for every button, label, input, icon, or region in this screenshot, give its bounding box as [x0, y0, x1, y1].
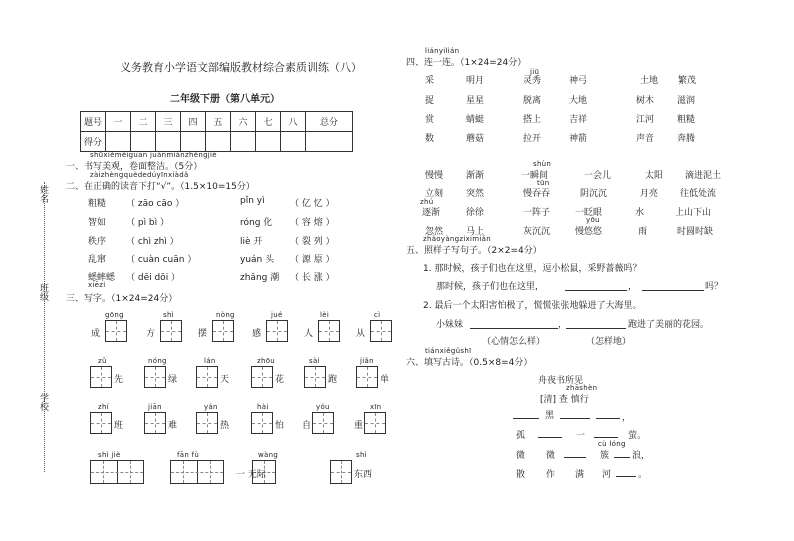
q5-answer-blank[interactable]: [642, 290, 704, 291]
q3-word: 绿: [168, 375, 178, 385]
q5-answer-blank[interactable]: [566, 328, 626, 329]
q5-sentence-1: 1. 那时候，孩子们也在这里，逗小松鼠，采野蔷薇吗？: [423, 264, 642, 274]
writing-grid[interactable]: [196, 412, 218, 434]
writing-grid[interactable]: [212, 320, 234, 342]
score-header: 八: [281, 112, 306, 132]
score-cell[interactable]: [106, 132, 131, 152]
score-cell[interactable]: [306, 132, 353, 152]
q5-label: 五、照样子写句子。（2×2=4分）: [406, 246, 542, 256]
q4-item[interactable]: 星星: [466, 96, 485, 106]
q3-pinyin: lán: [204, 357, 216, 365]
q4-item[interactable]: 徐徐: [466, 208, 485, 218]
poem-blank[interactable]: [594, 437, 618, 438]
q2-left-pinyin-extra: xiēzi: [88, 281, 106, 289]
q2-left-options[interactable]: （ pì bì ）: [126, 218, 170, 228]
q4-item[interactable]: 神箭: [569, 134, 588, 144]
q2-left-word: 乱窜: [88, 255, 107, 265]
q5-comma: ，: [628, 282, 638, 292]
q2-right-py: yuán 头: [240, 255, 275, 265]
q3-word: 怕: [275, 421, 285, 431]
q2-right-options[interactable]: （ 亿 忆 ）: [290, 199, 335, 209]
poem-blank[interactable]: [616, 476, 636, 477]
q2-right-options[interactable]: （ 长 涨 ）: [290, 273, 335, 283]
q5-hint-1: （心情怎么样）: [482, 337, 546, 347]
q3-word: 一 无际: [236, 470, 266, 480]
q4-item[interactable]: 阴沉沉: [580, 189, 608, 199]
q2-left-word: 智如: [88, 218, 107, 228]
q4-item[interactable]: 吉祥: [569, 115, 588, 125]
q3-pinyin: nòng: [216, 311, 235, 319]
q4-item[interactable]: 拉开: [523, 134, 542, 144]
writing-grid[interactable]: [370, 320, 392, 342]
writing-grid[interactable]: [144, 366, 166, 388]
q3-word: 热: [220, 421, 230, 431]
q4-item[interactable]: 江河: [636, 115, 655, 125]
q3-word: 人: [304, 329, 314, 339]
q3-word: 先: [114, 375, 124, 385]
q4-item[interactable]: 立刻: [425, 189, 444, 199]
q4-item[interactable]: 数: [425, 134, 435, 144]
score-header-row: [81, 112, 353, 132]
writing-grid[interactable]: [90, 412, 112, 434]
writing-grid[interactable]: [330, 460, 352, 484]
q2-left-options[interactable]: （ chì zhì ）: [126, 237, 179, 247]
poem-char: 微: [516, 451, 526, 461]
poem-char: 满: [575, 470, 585, 480]
q4-pinyin-sub: tūn: [537, 179, 550, 187]
q3-word: 花: [275, 375, 285, 385]
score-cell[interactable]: [231, 132, 256, 152]
q2-left-options[interactable]: （ dēi dōi ）: [126, 273, 181, 283]
q4-item[interactable]: 采: [425, 76, 435, 86]
q4-item[interactable]: 慢悠悠: [575, 227, 603, 237]
writing-grid[interactable]: [364, 412, 386, 434]
q5-sentence-2-prompt: 小妹妹: [436, 320, 464, 330]
score-table: [80, 111, 353, 152]
q4-item[interactable]: 逐渐: [422, 208, 441, 218]
q4-item[interactable]: 大地: [569, 96, 588, 106]
q4-item[interactable]: 滴进泥土: [685, 171, 722, 181]
q3-pinyin: fān fù: [177, 451, 200, 459]
q4-item[interactable]: 明月: [466, 76, 485, 86]
q4-item[interactable]: 一阵子: [523, 208, 551, 218]
writing-grid[interactable]: [318, 320, 340, 342]
writing-grid[interactable]: [90, 366, 112, 388]
q3-pinyin: shì: [163, 311, 174, 319]
score-row: [81, 132, 353, 152]
writing-grid[interactable]: [251, 366, 273, 388]
q1-pinyin: shūxiěměiguān juànmiànzhěngjié: [90, 151, 217, 159]
q3-pinyin: sài: [309, 357, 320, 365]
q3-word: 跑: [328, 375, 338, 385]
q5-hint-2: （怎样地）: [586, 337, 632, 347]
q2-right-options[interactable]: （ 源 原 ）: [290, 255, 335, 265]
q3-pinyin: yán: [204, 403, 218, 411]
q3-word: 单: [380, 375, 390, 385]
writing-grid[interactable]: [304, 366, 326, 388]
q4-item[interactable]: 一会儿: [584, 171, 612, 181]
q4-pinyin: liányilián: [425, 47, 460, 55]
q4-item[interactable]: 蜻蜓: [466, 115, 485, 125]
fold-line: [44, 182, 45, 472]
q3-pinyin: zhí: [98, 403, 109, 411]
score-cell[interactable]: [256, 132, 281, 152]
q2-right-py: liè 开: [240, 237, 263, 247]
q4-item[interactable]: 渐渐: [466, 171, 485, 181]
q3-pinyin: yóu: [316, 403, 330, 411]
score-header: 七: [256, 112, 281, 132]
poem-pinyin: cù lóng: [598, 440, 626, 448]
q3-pinyin: xīn: [370, 403, 382, 411]
q4-pinyin-sub: zhú: [420, 198, 434, 206]
q4-item[interactable]: 灰沉沉: [523, 227, 551, 237]
q4-item[interactable]: 声音: [636, 134, 655, 144]
score-header: 题号: [81, 112, 106, 132]
q4-item[interactable]: 蘑菇: [466, 134, 485, 144]
q4-item[interactable]: 一眨眼: [575, 208, 603, 218]
poem-blank[interactable]: [596, 418, 620, 419]
score-header: 二: [131, 112, 156, 132]
q3-word: 自: [302, 421, 312, 431]
q3-word: 班: [114, 421, 124, 431]
q3-word: 从: [356, 329, 366, 339]
q2-left-options[interactable]: （ zāo cāo ）: [126, 199, 185, 209]
q4-item[interactable]: 滋润: [677, 96, 696, 106]
q4-item[interactable]: 忽然: [425, 227, 444, 237]
q2-left-options[interactable]: （ cuàn cuān ）: [126, 255, 197, 265]
q5-answer-blank[interactable]: [565, 290, 627, 291]
side-label-name: 姓名: [38, 185, 48, 203]
q4-item[interactable]: 时圆时缺: [677, 227, 714, 237]
poem-char: 。: [638, 470, 648, 480]
q2-right-options[interactable]: （ 容 熔 ）: [290, 218, 335, 228]
writing-grid[interactable]: [356, 366, 378, 388]
q5-pinyin: zhàoyàngziximiǎn: [423, 235, 491, 243]
score-cell[interactable]: [181, 132, 206, 152]
writing-grid[interactable]: [312, 412, 334, 434]
q4-pinyin-sub: shùn: [533, 160, 552, 168]
q5-sentence-2-end: 跑进了美丽的花园。: [628, 320, 710, 330]
q4-item[interactable]: 脱离: [523, 96, 542, 106]
q2-left-word: 粗糙: [88, 199, 107, 209]
page-title: 义务教育小学语文部编版教材综合素质训练（八）: [120, 61, 362, 74]
score-header: 四: [181, 112, 206, 132]
q3-pinyin: wàng: [258, 451, 279, 459]
poem-char: 微: [546, 451, 556, 461]
q1-label: 一、书写美观，卷面整洁。（5分）: [66, 162, 203, 172]
q4-item[interactable]: 水: [635, 208, 645, 218]
q5-comma: ，: [558, 320, 568, 330]
q2-label: 二、在正确的读音下打“√”。（1.5×10=15分）: [66, 182, 255, 192]
score-row-label: 得分: [81, 132, 106, 152]
q3-word: 成: [91, 329, 101, 339]
q3-word: 难: [168, 421, 178, 431]
q4-item[interactable]: 树木: [636, 96, 655, 106]
q6-pinyin: tiánxiěgǔshī: [425, 347, 472, 355]
q4-item[interactable]: 月亮: [640, 189, 659, 199]
q4-item[interactable]: 马上: [466, 227, 485, 237]
q4-item[interactable]: 搭上: [523, 115, 542, 125]
poem-author: [清] 查 慎行: [540, 395, 589, 405]
q4-pinyin-sub: yōu: [586, 216, 600, 224]
poem-title: 舟夜书所见: [538, 376, 584, 386]
poem-char: 河: [602, 470, 612, 480]
q5-sentence-1-end: 吗？: [705, 282, 724, 292]
q3-pinyin: hài: [257, 403, 269, 411]
q4-pinyin-jiu: jiū: [530, 68, 540, 76]
q4-item[interactable]: 繁茂: [678, 76, 697, 86]
q2-right-options[interactable]: （ 裂 列 ）: [290, 237, 335, 247]
poem-char: 作: [546, 470, 556, 480]
score-cell[interactable]: [131, 132, 156, 152]
side-label-school: 学校: [38, 393, 48, 411]
page-subtitle: 二年级下册（第八单元）: [170, 94, 280, 105]
writing-grid[interactable]: [144, 412, 166, 434]
writing-grid[interactable]: [196, 366, 218, 388]
score-header: 五: [206, 112, 231, 132]
q3-word: 感: [252, 329, 262, 339]
poem-char: 一: [576, 431, 586, 441]
poem-blank[interactable]: [513, 418, 539, 419]
q5-answer-blank[interactable]: [470, 328, 558, 329]
q3-pinyin: lèi: [320, 311, 330, 319]
poem-char: 萤。: [628, 431, 647, 441]
q3-pinyin: shì: [356, 451, 367, 459]
score-cell[interactable]: [156, 132, 181, 152]
q3-word: 重: [354, 421, 364, 431]
score-header: 总分: [306, 112, 353, 132]
poem-char: 散: [516, 470, 526, 480]
q3-pinyin: jiǎn: [360, 357, 374, 365]
writing-grid[interactable]: [105, 320, 127, 342]
q4-item[interactable]: 一瞬间: [521, 171, 549, 181]
poem-char: 簇: [600, 451, 610, 461]
q5-sentence-2: 2. 最后一个太阳害怕极了，慌慌张张地躲进了大海里。: [423, 301, 642, 311]
q6-label: 六、填写古诗。（0.5×8=4分）: [406, 358, 533, 368]
q4-item[interactable]: 灵秀: [523, 76, 542, 86]
poem-char: 黑: [545, 411, 555, 421]
q2-right-py: zhǎng 潮: [240, 273, 280, 283]
score-header: 一: [106, 112, 131, 132]
q3-pinyin: jiān: [148, 403, 162, 411]
score-header: 三: [156, 112, 181, 132]
q3-word: 天: [220, 375, 230, 385]
poem-blank[interactable]: [538, 437, 562, 438]
q2-left-word: 蟋蟀蟋: [88, 273, 116, 283]
q4-item[interactable]: 赏: [425, 115, 435, 125]
writing-grid[interactable]: [266, 320, 288, 342]
q3-pinyin: cì: [374, 311, 381, 319]
q3-label: 三、写字。（1×24=24分）: [66, 294, 178, 304]
q4-item[interactable]: 粗糙: [677, 115, 696, 125]
q4-item[interactable]: 神弓: [569, 76, 588, 86]
poem-blank[interactable]: [560, 418, 590, 419]
q4-item[interactable]: 往低处流: [680, 189, 717, 199]
writing-grid[interactable]: [251, 412, 273, 434]
q3-pinyin: gōng: [105, 311, 124, 319]
q4-label: 四、连一连。（1×24=24分）: [406, 58, 527, 68]
q3-word: 方: [146, 329, 156, 339]
q4-item[interactable]: 捉: [425, 96, 435, 106]
q4-item[interactable]: 突然: [466, 189, 485, 199]
score-header: 六: [231, 112, 256, 132]
writing-grid-double[interactable]: [170, 460, 224, 484]
score-cell[interactable]: [206, 132, 231, 152]
q4-item[interactable]: 奔腾: [677, 134, 696, 144]
poem-blank[interactable]: [614, 457, 630, 458]
poem-comma: ，: [622, 413, 632, 423]
q3-pinyin: shì jiè: [98, 451, 121, 459]
writing-grid-double[interactable]: [90, 460, 144, 484]
q4-item[interactable]: 慢慢: [425, 171, 444, 181]
q3-pinyin: zhōu: [257, 357, 276, 365]
q3-word: 东西: [354, 470, 373, 480]
q4-item[interactable]: 太阳: [645, 171, 664, 181]
q2-right-py: pǐn yì: [240, 196, 265, 206]
q3-pinyin: nóng: [148, 357, 167, 365]
q3-pinyin: jué: [271, 311, 283, 319]
q2-right-py: róng 化: [240, 218, 273, 228]
poem-char: 浪，: [632, 451, 651, 461]
writing-grid[interactable]: [160, 320, 182, 342]
q4-item[interactable]: 雨: [638, 227, 648, 237]
q3-pinyin: zǔ: [98, 357, 107, 365]
poem-char: 孤: [516, 431, 526, 441]
q4-item[interactable]: 慢吞吞: [523, 189, 551, 199]
q4-item[interactable]: 土地: [640, 76, 659, 86]
q2-pinyin: zàizhèngquèdedúyīnxiàdǎ: [90, 171, 189, 179]
poem-author-pinyin: zhāshèn: [566, 384, 598, 392]
q2-left-word: 秩序: [88, 237, 107, 247]
poem-blank[interactable]: [564, 457, 586, 458]
q4-item[interactable]: 上山下山: [675, 208, 712, 218]
q5-sentence-1-prompt: 那时候，孩子们也在这里，: [436, 282, 545, 292]
q3-word: 摆: [198, 329, 208, 339]
score-cell[interactable]: [281, 132, 306, 152]
side-label-class: 班级: [38, 283, 48, 301]
